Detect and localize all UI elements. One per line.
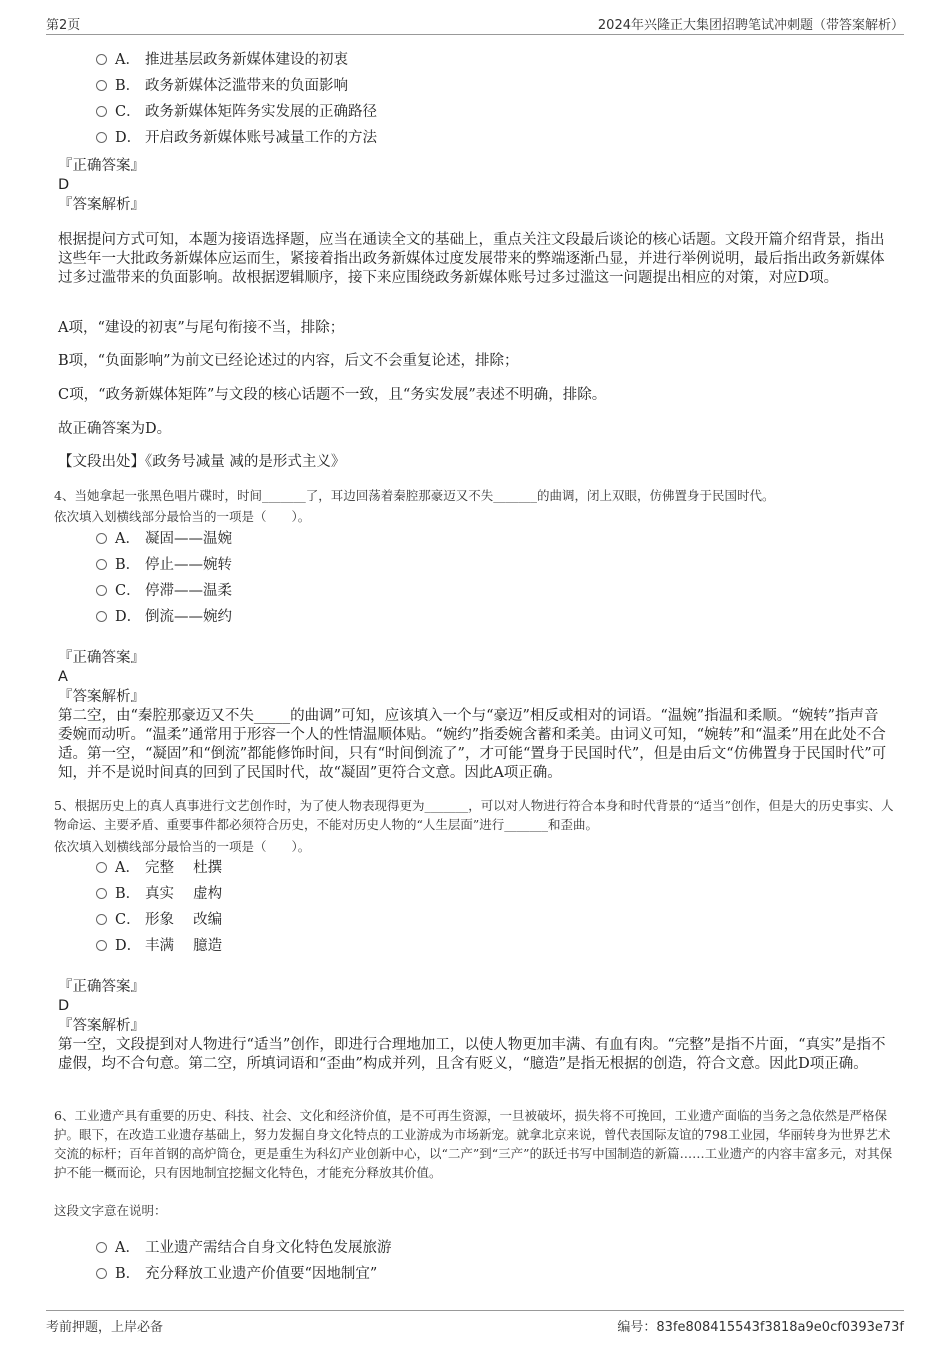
radio-icon[interactable] [96,862,107,873]
radio-icon[interactable] [96,940,107,951]
radio-icon[interactable] [96,80,107,91]
q3-analysis: 根据提问方式可知，本题为接语选择题，应当在通读全文的基础上，重点关注文段最后谈论的核心话题。文段开篇介绍背景，指出这些年一大批政务新媒体应运而生，紧接着指出政务新媒体过度发展带来的弊端逐渐凸显，并进行举例说明，最后指出政务新媒体过多过滥带来的负面影响。故根据逻辑顺序，接下来应围绕政务新媒体账号过多过滥这一问题提出相应的对策，对应D项。 [58,232,885,286]
q5-option-c[interactable]: C． 形象 改编 [96,910,222,930]
q5-stem: 5、根据历史上的真人真事进行文艺创作时，为了使人物表现得更为_______，可以对人物进行符合本身和时代背景的“适当”创作，但是大的历史事实、人物命运、主要矛盾、重要事件都必须符合历史，不能对历史人物的“人生层面”进行_______和歪曲。 [54,798,894,832]
q4-prompt: 依次填入划横线部分最恰当的一项是（ ）。 [54,509,311,524]
q3-conclusion: 故正确答案为D。 [58,421,172,437]
page-footer [46,1310,904,1337]
q6-prompt: 这段文字意在说明： [54,1203,167,1218]
q6-stem: 6、工业遗产具有重要的历史、科技、社会、文化和经济价值，是不可再生资源，一旦被破坏，损失将不可挽回，工业遗产面临的当务之急依然是严格保护。眼下，在改造工业遗存基础上，努力发掘自身文化特点的工业游成为市场新宠。就拿北京来说，曾代表国际友谊的798工业园，华丽转身为世界艺术交流的标杆；百年首钢的高炉筒仓，更是重生为科幻产业创新中心，以“二产”到“三产”的跃迁书写中国制造的新篇……工业遗产的内容丰富多元，对其保护不能一概而论，只有因地制宜挖掘文化特色，才能充分释放其价值。 [54,1108,893,1180]
radio-icon[interactable] [96,106,107,117]
document-title: 2024年兴隆正大集团招聘笔试冲刺题（带答案解析） [597,18,904,33]
q3-option-c[interactable]: C． 政务新媒体矩阵务实发展的正确路径 [96,102,377,122]
q3-option-a[interactable]: A． 推进基层政务新媒体建设的初衷 [96,50,348,70]
radio-icon[interactable] [96,611,107,622]
q5-analysis-label: 『答案解析』 [58,1018,145,1034]
q4-analysis-label: 『答案解析』 [58,689,145,705]
radio-icon[interactable] [96,132,107,143]
q3-option-a-note: A项，“建设的初衷”与尾句衔接不当，排除； [58,320,345,336]
q4-answer: A [58,669,68,685]
radio-icon[interactable] [96,54,107,65]
q3-answer-label: 『正确答案』 [58,158,145,174]
q4-option-a[interactable]: A． 凝固——温婉 [96,529,232,549]
q6-option-a[interactable]: A． 工业遗产需结合自身文化特色发展旅游 [96,1238,392,1258]
footer-slogan: 考前押题，上岸必备 [46,1320,164,1335]
radio-icon[interactable] [96,559,107,570]
q3-option-c-note: C项，“政务新媒体矩阵”与文段的核心话题不一致，且“务实发展”表述不明确，排除。 [58,387,607,403]
radio-icon[interactable] [96,1242,107,1253]
q5-analysis: 第一空，文段提到对人物进行“适当”创作，即进行合理地加工，以使人物更加丰满、有血有肉。“完整”是指不片面，“真实”是指不虚假，均不合句意。第二空，所填词语和“歪曲”构成并列，且含有贬义，“臆造”是指无根据的创造，符合文意。因此D项正确。 [58,1037,886,1072]
radio-icon[interactable] [96,888,107,899]
q3-option-b-note: B项，“负面影响”为前文已经论述过的内容，后文不会重复论述，排除； [58,353,519,369]
radio-icon[interactable] [96,1268,107,1279]
q4-answer-label: 『正确答案』 [58,650,145,666]
page-header [46,14,904,35]
page-number: 第2页 [46,18,81,33]
q3-source: 【文段出处】《政务号减量 减的是形式主义》 [58,454,346,470]
q5-option-b[interactable]: B． 真实 虚构 [96,884,222,904]
q3-answer: D [58,177,70,193]
q5-answer-label: 『正确答案』 [58,979,145,995]
q5-answer: D [58,998,70,1014]
q5-option-a[interactable]: A． 完整 杜撰 [96,858,222,878]
q3-option-d[interactable]: D． 开启政务新媒体账号减量工作的方法 [96,128,377,148]
q5-prompt: 依次填入划横线部分最恰当的一项是（ ）。 [54,839,311,854]
q5-option-d[interactable]: D． 丰满 臆造 [96,936,222,956]
radio-icon[interactable] [96,533,107,544]
q4-option-d[interactable]: D． 倒流——婉约 [96,607,232,627]
radio-icon[interactable] [96,585,107,596]
document-id: 编号：83fe808415543f3818a9e0cf0393e73f [617,1320,904,1335]
q3-analysis-label: 『答案解析』 [58,197,145,213]
q4-stem: 4、当她拿起一张黑色唱片碟时，时间_______了，耳边回荡着秦腔那豪迈又不失_______的曲调，闭上双眼，仿佛置身于民国时代。 [54,488,775,503]
q6-option-b[interactable]: B． 充分释放工业遗产价值要“因地制宜” [96,1264,377,1284]
q3-option-b[interactable]: B． 政务新媒体泛滥带来的负面影响 [96,76,348,96]
q4-option-b[interactable]: B． 停止——婉转 [96,555,232,575]
q4-option-c[interactable]: C． 停滞——温柔 [96,581,232,601]
radio-icon[interactable] [96,914,107,925]
q4-analysis: 第二空，由“秦腔那豪迈又不失_____的曲调”可知，应该填入一个与“豪迈”相反或相对的词语。“温婉”指温和柔顺。“婉转”指声音委婉而动听。“温柔”通常用于形容一个人的性情温顺体贴。“婉约”指委婉含蓄和柔美。由词义可知，“婉转”和“温柔”用在此处不合适。第一空，“凝固”和“倒流”都能修饰时间，只有“时间倒流了”，才可能“置身于民国时代”，但是由后文“仿佛置身于民国时代”可知，并不是说时间真的回到了民国时代，故“凝固”更符合文意。因此A项正确。 [58,708,887,781]
